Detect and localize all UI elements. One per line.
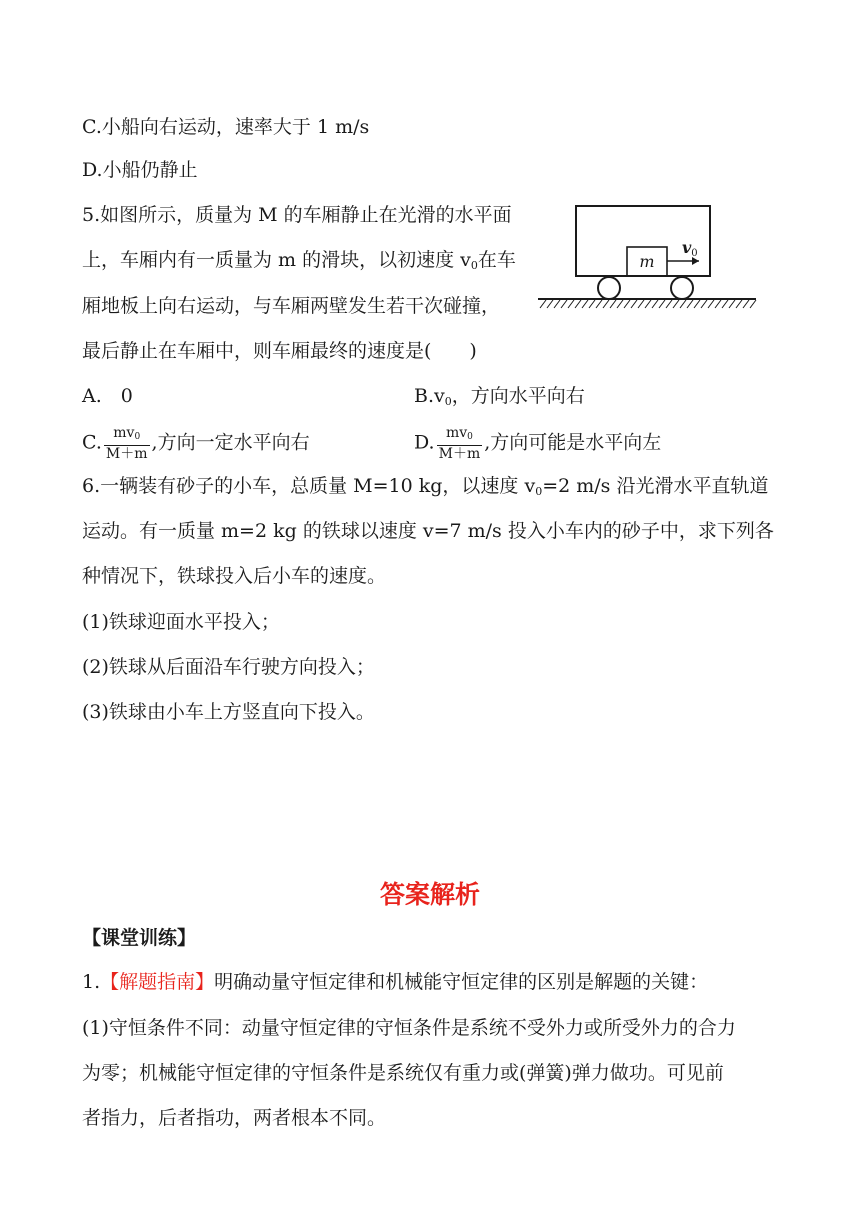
hatch-stroke xyxy=(596,300,602,308)
slider-mass-label: m xyxy=(639,252,655,271)
q6-line1-subscript: 0 xyxy=(535,485,543,498)
hatch-stroke xyxy=(547,300,553,308)
numerator-text: mv xyxy=(113,425,135,441)
q5-line2-text: 上，车厢内有一质量为 m 的滑块，以初速度 v xyxy=(82,249,471,271)
q6-stem-line2: 运动。有一质量 m=2 kg 的铁球以速度 v=7 m/s 投入小车内的砂子中，求下列各 xyxy=(82,520,774,542)
hatch-stroke xyxy=(680,300,686,308)
hatch-stroke xyxy=(582,300,588,308)
answers-section-heading: 【课堂训练】 xyxy=(82,927,197,949)
hatch-stroke xyxy=(694,300,700,308)
answer-1-tag: 【解题指南】 xyxy=(100,971,215,993)
answer-1-para-line1: (1)守恒条件不同：动量守恒定律的守恒条件是系统不受外力或所受外力的合力 xyxy=(82,1017,736,1039)
numerator-subscript: 0 xyxy=(467,432,473,442)
hatch-stroke xyxy=(554,300,560,308)
q4-option-d: D.小船仍静止 xyxy=(82,159,198,181)
fraction-denominator: M＋m xyxy=(438,446,481,462)
q5-option-b-text-end: ，方向水平向右 xyxy=(451,385,585,407)
q5-option-d-prefix: D. xyxy=(414,431,435,454)
numerator-text: mv xyxy=(445,425,468,441)
q4-option-c: C.小船向右运动，速率大于 1 m/s xyxy=(82,116,370,138)
fraction-denominator: M＋m xyxy=(105,446,148,462)
q5-option-b-subscript: 0 xyxy=(444,395,452,408)
q5-stem-line3: 厢地板上向右运动，与车厢两壁发生若干次碰撞， xyxy=(82,295,501,317)
q5-line2-text-end: 在车 xyxy=(477,249,516,271)
answer-1-intro xyxy=(82,970,708,994)
q5-option-c-fraction xyxy=(104,425,150,462)
hatch-stroke xyxy=(589,300,595,308)
hatch-stroke xyxy=(652,300,658,308)
q5-option-c-suffix: ,方向一定水平向右 xyxy=(151,431,310,454)
answer-1-para-line3: 者指力，后者指功，两者根本不同。 xyxy=(82,1107,387,1129)
fraction-numerator xyxy=(104,425,150,446)
q6-stem-line1 xyxy=(82,474,768,504)
velocity-label xyxy=(682,238,698,259)
q5-option-a: A. 0 xyxy=(82,385,133,407)
q6-line1-text-end: =2 m/s 沿光滑水平直轨道 xyxy=(542,475,769,497)
hatch-stroke xyxy=(540,300,546,308)
numerator-subscript: 0 xyxy=(134,432,141,442)
left-wheel xyxy=(598,277,620,299)
ground-hatching xyxy=(540,300,756,308)
q5-stem-line1: 5.如图所示，质量为 M 的车厢静止在光滑的水平面 xyxy=(82,204,512,226)
q5-option-d-suffix: ,方向可能是水平向左 xyxy=(484,431,662,454)
hatch-stroke xyxy=(645,300,651,308)
hatch-stroke xyxy=(575,300,581,308)
q5-option-c xyxy=(82,425,310,462)
q6-stem-line3: 种情况下，铁球投入后小车的速度。 xyxy=(82,565,387,587)
fraction-numerator xyxy=(437,425,483,446)
hatch-stroke xyxy=(603,300,609,308)
velocity-label-subscript: 0 xyxy=(691,248,698,259)
hatch-stroke xyxy=(750,300,756,308)
q5-stem-line2 xyxy=(82,248,516,278)
q5-stem-line4: 最后静止在车厢中，则车厢最终的速度是( ) xyxy=(82,340,477,362)
hatch-stroke xyxy=(701,300,707,308)
hatch-stroke xyxy=(708,300,714,308)
q5-option-d xyxy=(414,425,661,462)
q6-case-1: (1)铁球迎面水平投入； xyxy=(82,611,280,633)
q5-option-b xyxy=(414,384,585,414)
q5-option-d-fraction xyxy=(437,425,483,462)
velocity-label-v: v xyxy=(682,238,692,257)
hatch-stroke xyxy=(729,300,735,308)
hatch-stroke xyxy=(736,300,742,308)
hatch-stroke xyxy=(722,300,728,308)
hatch-stroke xyxy=(715,300,721,308)
q5-line2-subscript: 0 xyxy=(470,259,478,272)
hatch-stroke xyxy=(638,300,644,308)
hatch-stroke xyxy=(568,300,574,308)
hatch-stroke xyxy=(673,300,679,308)
hatch-stroke xyxy=(687,300,693,308)
hatch-stroke xyxy=(666,300,672,308)
q6-case-2: (2)铁球从后面沿车行驶方向投入； xyxy=(82,656,375,678)
answers-title: 答案解析 xyxy=(379,880,480,909)
answer-1-para-line2: 为零；机械能守恒定律的守恒条件是系统仅有重力或(弹簧)弹力做功。可见前 xyxy=(82,1062,724,1084)
answer-1-number: 1. xyxy=(82,971,101,993)
q6-case-3: (3)铁球由小车上方竖直向下投入。 xyxy=(82,701,375,723)
hatch-stroke xyxy=(624,300,630,308)
hatch-stroke xyxy=(743,300,749,308)
hatch-stroke xyxy=(561,300,567,308)
right-wheel xyxy=(671,277,693,299)
answer-1-text: 明确动量守恒定律和机械能守恒定律的区别是解题的关键： xyxy=(214,971,709,993)
q6-line1-text: 6.一辆装有砂子的小车，总质量 M=10 kg，以速度 v xyxy=(82,475,536,497)
q5-option-c-prefix: C. xyxy=(82,431,102,454)
q5-figure xyxy=(536,200,758,312)
hatch-stroke xyxy=(610,300,616,308)
q5-option-b-text: B.v xyxy=(414,385,445,407)
hatch-stroke xyxy=(617,300,623,308)
hatch-stroke xyxy=(631,300,637,308)
hatch-stroke xyxy=(659,300,665,308)
